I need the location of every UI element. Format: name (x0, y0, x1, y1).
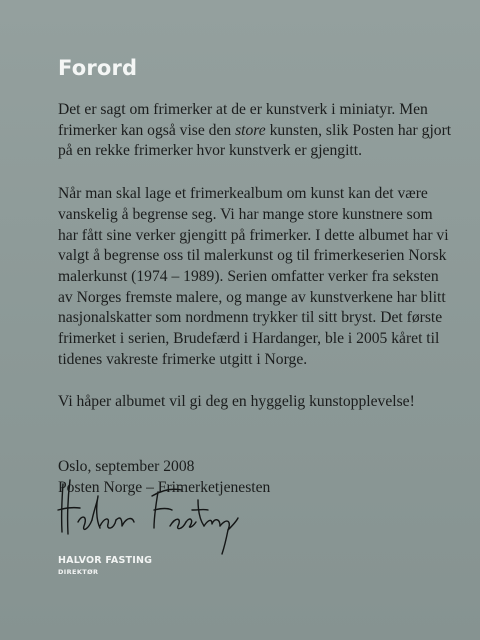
paragraph-intro (58, 100, 466, 162)
text-line: tidenes vakreste frimerke utgitt i Norge. (58, 350, 308, 368)
page-title: Forord (58, 56, 138, 80)
text-line: frimerket i serien, Brudefærd i Hardanger, ble i 2005 kåret til (58, 330, 440, 348)
text-line: har fått sine verker gjengitt på frimerker. I dette albumet har vi (58, 226, 449, 244)
place-date: Oslo, september 2008 (58, 458, 195, 476)
signer-name: HALVOR FASTING (58, 555, 153, 566)
text-segment: kunsten, slik Posten har gjort (265, 121, 452, 139)
foreword-body (58, 100, 466, 499)
signer-title: DIREKTØR (58, 568, 99, 576)
text-line (58, 121, 466, 142)
text-line: Vi håper albumet vil gi deg en hyggelig kunstopplevelse! (58, 393, 415, 411)
text-line: Når man skal lage et frimerkealbum om kunst kan det være (58, 185, 428, 203)
text-line: nasjonalskatter som nordmenn trykker til sitt bryst. Det første (58, 309, 443, 327)
text-line: valgt å begrense oss til malerkunst og til frimerkeserien Norsk (58, 247, 447, 265)
text-line: malerkunst (1974 – 1989). Serien omfatter verker fra seksten (58, 267, 439, 285)
paragraph-closing (58, 392, 466, 413)
organization: Posten Norge – Frimerketjenesten (58, 478, 271, 496)
text-segment: frimerker kan også vise den (58, 121, 236, 139)
text-line: vanskelig å begrense seg. Vi har mange store kunstnere som (58, 205, 433, 223)
emphasis-word: store (235, 121, 266, 139)
text-line: Det er sagt om frimerker at de er kunstverk i miniatyr. Men (58, 101, 428, 118)
paragraph-series (58, 184, 466, 370)
text-line: på en rekke frimerker hvor kunstverk er gjengitt. (58, 142, 362, 160)
text-line: av Norges fremste malere, og mange av kunstverkene har blitt (58, 288, 446, 306)
handwritten-signature (54, 470, 254, 560)
